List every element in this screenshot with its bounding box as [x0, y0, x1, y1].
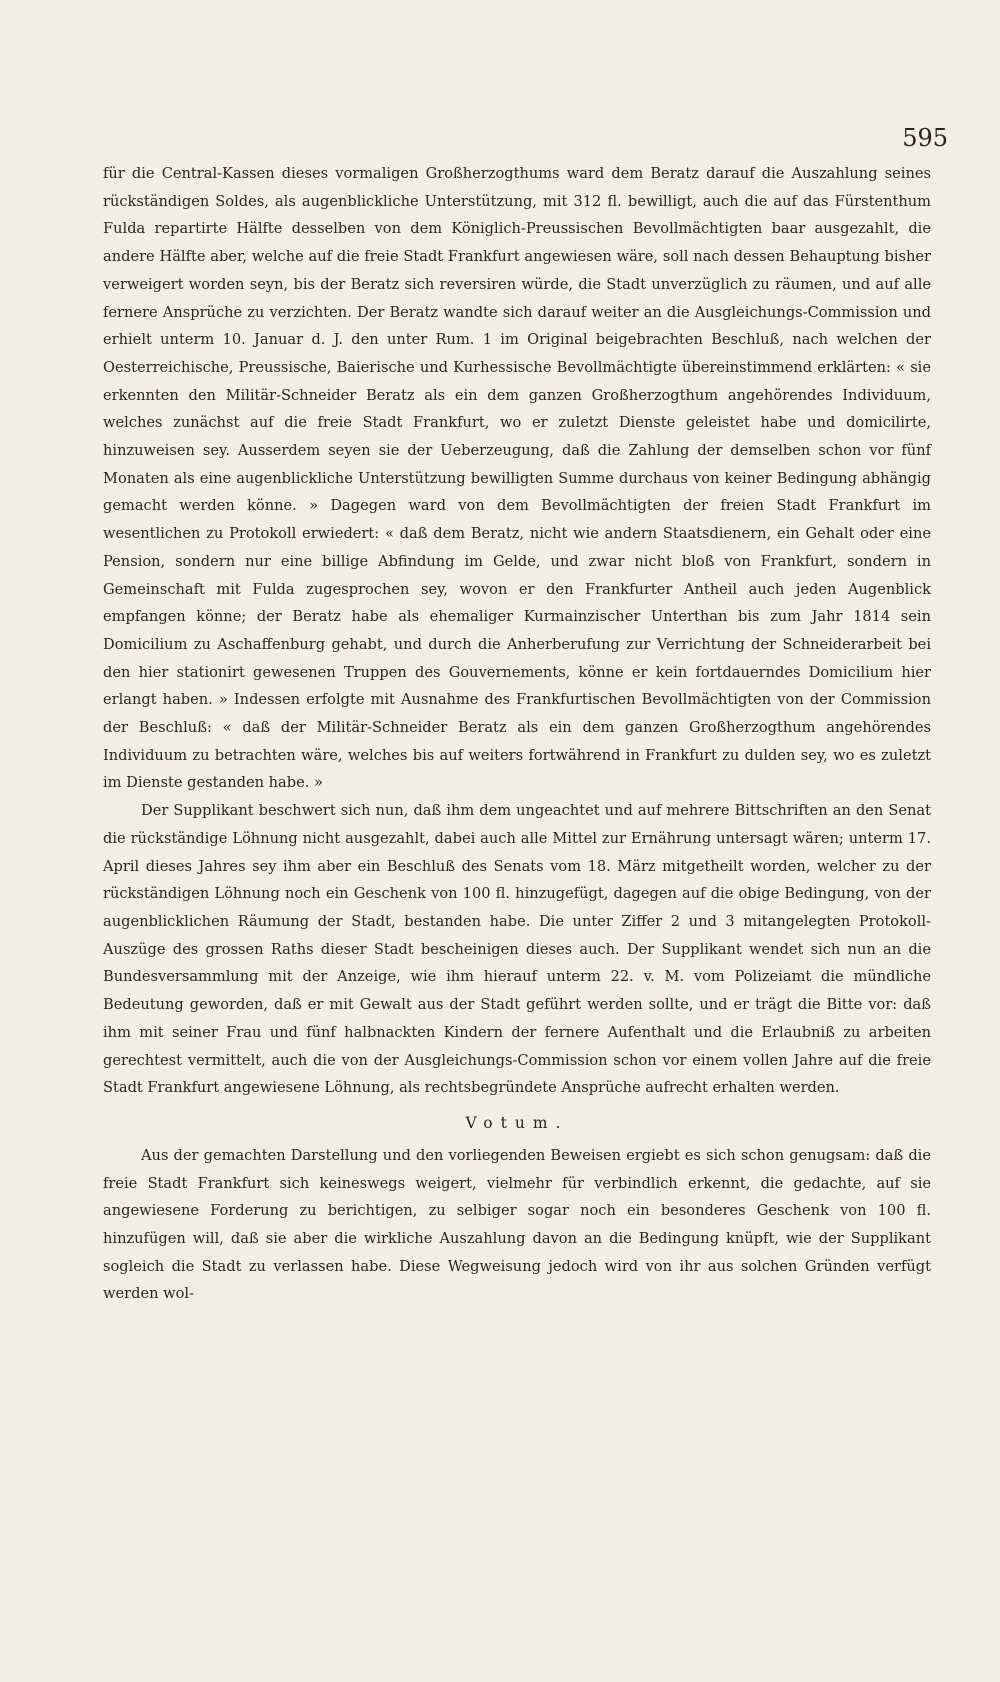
- paragraph-supplikant: Der Supplikant beschwert sich nun, daß ihm dem ungeachtet und auf mehrere Bittschriften an den Senat die rückständige Löhnung nicht ausgezahlt, dabei auch alle Mittel zur Ernährung untersagt wären; unterm 17. April dieses Jahres sey ihm aber ein Beschluß des Senats vom 18. März mitgetheilt worden, welcher zu der rückständigen Löhnung noch ein Geschenk von 100 fl. hinzugefügt, dagegen auf die obige Bedingung, von der augenblicklichen Räumung der Stadt, bestanden habe. Die unter Ziffer 2 und 3 mitangelegten Protokoll-Auszüge des grossen Raths dieser Stadt bescheinigen dieses auch. Der Supplikant wendet sich nun an die Bundesversammlung mit der Anzeige, wie ihm hierauf unterm 22. v. M. vom Polizeiamt die mündliche Bedeutung geworden, daß er mit Gewalt aus der Stadt geführt werden sollte, und er trägt die Bitte vor: daß ihm mit seiner Frau und fünf halbnackten Kindern der fernere Aufenthalt und die Erlaubniß zu arbeiten gerechtest vermittelt, auch die von der Ausgleichungs-Commission schon vor einem vollen Jahre auf die freie Stadt Frankfurt angewiesene Löhnung, als rechtsbegründete Ansprüche aufrecht erhalten werden.: [103, 802, 931, 1097]
- page-number: 595: [902, 124, 948, 152]
- votum-heading: Votum.: [465, 1113, 569, 1132]
- paragraph-continuation: für die Central-Kassen dieses vormaligen Großherzogthums ward dem Beratz darauf die Auszahlung seines rückständigen Soldes, als augenblickliche Unterstützung, mit 312 fl. bewilligt, auch die auf das Fürstenthum Fulda repartirte Hälfte desselben von dem Königlich-Preussischen Bevollmächtigten baar ausgezahlt, die andere Hälfte aber, welche auf die freie Stadt Frankfurt angewiesen wäre, soll nach dessen Behauptung bisher verweigert worden seyn, bis der Beratz sich reversiren würde, die Stadt unverzüglich zu räumen, und auf alle fernere Ansprüche zu verzichten. Der Beratz wandte sich darauf weiter an die Ausgleichungs-Commission und erhielt unterm 10. Januar d. J. den unter Rum. 1 im Original beigebrachten Beschluß, nach welchen der Oesterreichische, Preussische, Baierische und Kurhessische Bevollmächtigte übereinstimmend erklärten: « sie erkennten den Militär-Schneider Beratz als ein dem ganzen Großherzogthum angehörendes Individuum, welches zunächst auf die freie Stadt Frankfurt, wo er zuletzt Dienste geleistet habe und domicilirte, hinzuweisen sey. Ausserdem seyen sie der Ueberzeugung, daß die Zahlung der demselben schon vor fünf Monaten als eine augenblickliche Unterstützung bewilligten Summe durchaus von keiner Bedingung abhängig gemacht werden könne. » Dagegen ward von dem Bevollmächtigten der freien Stadt Frankfurt im wesentlichen zu Protokoll erwiedert: « daß dem Beratz, nicht wie andern Staatsdienern, ein Gehalt oder eine Pension, sondern nur eine billige Abfindung im Gelde, und zwar nicht bloß von Frankfurt, sondern in Gemeinschaft mit Fulda zugesprochen sey, wovon er den Frankfurter Antheil auch jeden Augenblick empfangen könne; der Beratz habe als ehemaliger Kurmainzischer Unterthan bis zum Jahr 1814 sein Domicilium zu Aschaffenburg gehabt, und durch die Anherberufung zur Verrichtung der Schneiderarbeit bei den hier stationirt gewesenen Truppen des Gouvernements, könne er kein fortdauerndes Domicilium hier erlangt haben. » Indessen erfolgte mit Ausnahme des Frankfurtischen Bevollmächtigten von der Commission der Beschluß: « daß der Militär-Schneider Beratz als ein dem ganzen Großherzogthum angehörendes Individuum zu betrachten wäre, welches bis auf weiters fortwährend in Frankfurt zu dulden sey, wo es zuletzt im Dienste gestanden habe. »: [103, 165, 931, 792]
- body-text: [103, 160, 931, 1308]
- paragraph-votum: Aus der gemachten Darstellung und den vorliegenden Beweisen ergiebt es sich schon genugsam: daß die freie Stadt Frankfurt sich keineswegs weigert, vielmehr für verbindlich erkennt, die gedachte, auf sie angewiesene Forderung zu berichtigen, zu selbiger sogar noch ein besonderes Geschenk von 100 fl. hinzufügen will, daß sie aber die wirkliche Auszahlung davon an die Bedingung knüpft, wie der Supplikant sogleich die Stadt zu verlassen habe. Diese Wegweisung jedoch wird von ihr aus solchen Gründen verfügt werden wol-: [103, 1146, 931, 1303]
